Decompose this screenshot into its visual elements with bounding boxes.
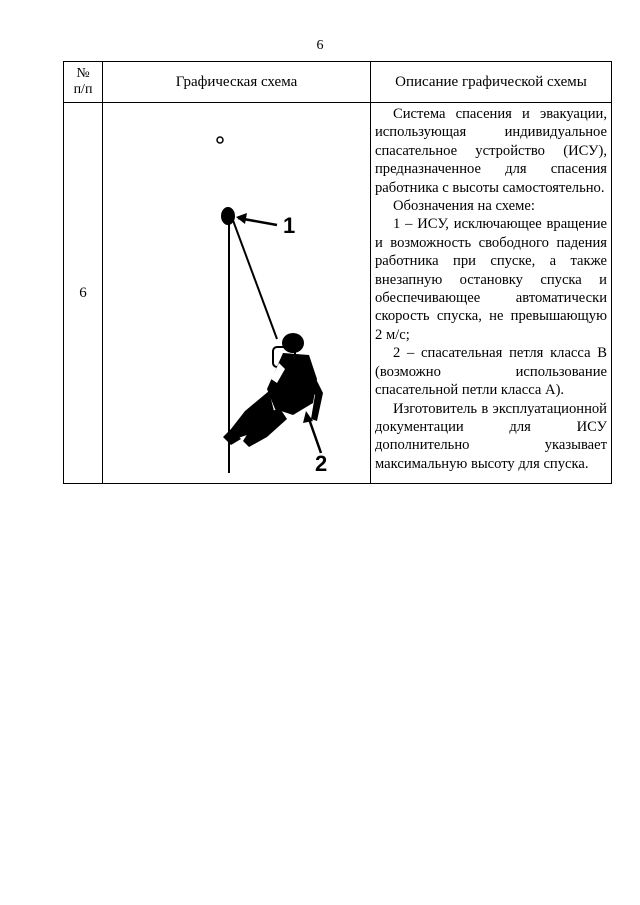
header-number [64,62,103,103]
label-1-arrowhead [236,213,247,224]
figure-label-2: 2 [315,451,328,476]
descent-device [221,207,235,225]
rescue-descent-illustration [103,103,370,483]
header-number-line2: п/п [73,82,93,97]
figure-label-1: 1 [283,213,296,238]
description-intro: Система спасения и эвакуации, использующая индивидуальное спасательное устройство (ИСУ), предназначенное для спасения работника с высоты самостоятельно. [375,106,607,196]
header-scheme: Графическая схема [103,62,371,103]
manufacturer-note: Изготовитель в эксплуатационной документации для ИСУ дополнительно указывает максимальную высоту для спуска. [375,400,607,472]
legend-item-2: 2 – спасательная петля класса В (возможно использование спасательной петли класса А). [375,345,607,399]
legend-item-1: 1 – ИСУ, исключающее вращение и возможность свободного падения работника при спуске, а также внезапную остановку спуска и обеспечивающее автоматически скорость спуска, не превышающую 2 м/с; [375,216,607,343]
worker-silhouette [223,333,323,447]
anchor-hook [217,137,223,143]
legend-title: Обозначения на схеме: [393,198,535,215]
description-cell [371,103,612,484]
descent-rope [231,215,277,339]
table-row [64,103,612,484]
header-description: Описание графической схемы [371,62,612,103]
label-2-arrow-line [309,419,321,453]
row-number: 6 [64,103,103,484]
scheme-table [63,61,612,484]
page-number: 6 [316,38,324,53]
header-number-line1: № [76,66,90,81]
scheme-figure-cell [103,103,371,484]
table-header-row [64,62,612,103]
